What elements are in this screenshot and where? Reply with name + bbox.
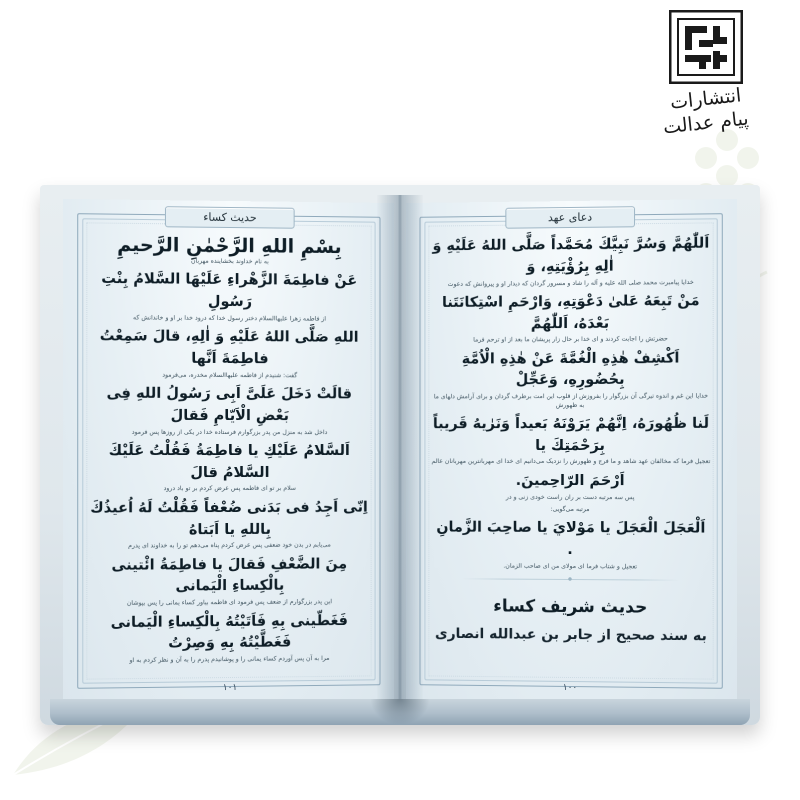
text-block (89, 441, 368, 494)
text-block (431, 471, 710, 503)
page-content-left (89, 233, 368, 668)
persian-translation: از فاطمه زهرا علیهاالسلام دختر رسول خدا که درود خدا بر او و خاندانش که (133, 314, 327, 323)
arabic-line: اِنّى اَجِدُ فى بَدَنى ضُعْفاً فَقُلْتُ لَهُ اُعيذُكَ بِاللهِ يا اَبَتاهُ (90, 499, 368, 538)
text-block (89, 269, 368, 324)
text-block (431, 233, 710, 289)
chant-line: اَلْعَجَلَ الْعَجَلَ يا مَوْلايَ يا صاحِبَ الزَّمانِ . (436, 519, 706, 559)
persian-translation: مرا به آن پس آوردم کساء یمانی را و پوشانیدم پدرم را به آن و نظر کردم به او (129, 654, 330, 665)
chant-block (431, 506, 710, 572)
text-block (89, 384, 368, 437)
arabic-line: مَنْ تَبِعَهُ عَلىٰ دَعْوَتِهِ، وَارْحَمِ اسْتِكانَتَنا بَعْدَهُ، اَللّٰهُمَّ (442, 292, 700, 332)
page-header-cartouche-right: دعای عهد (505, 206, 635, 229)
open-book (40, 185, 760, 725)
text-block (431, 348, 710, 410)
text-block (431, 291, 710, 346)
text-block (431, 414, 710, 467)
page-number-right: ۱۰۰ (562, 682, 578, 694)
arabic-line: لَنا ظُهُورَهُ، اِنَّهُمْ يَرَوْنَهُ بَعيداً وَنَرٰيهُ قَريباً بِرَحْمَتِكَ يا (432, 415, 710, 454)
text-block (89, 326, 368, 380)
arabic-line: عَنْ فاطِمَةَ الزَّهْراءِ عَلَيْهَا السَّلامُ بِنْتِ رَسُولِ (101, 271, 358, 311)
persian-translation: پس سه مرتبه دست بر ران راست خودی زنی و در (505, 493, 635, 501)
publisher-line1: انتشارات (669, 84, 743, 114)
persian-translation: گفت: شنیدم از فاطمه علیهاالسلام مخدره، می‌فرمود (162, 371, 298, 379)
persian-translation: حضرتش را اجابت کردند و ای خدا بر حال زار پریشان ما بعد از او ترحم فرما (473, 335, 668, 344)
persian-translation: سلام بر تو ای فاطمه پس عرض کردم بر تو باد درود (163, 485, 296, 493)
persian-translation: خدایا این غم و اندوه تیرگی آن بزرگوار را بفروزش از قلوب این امت برطرف گردان و برای آرامش دلهای ما به ظهورش (433, 392, 709, 409)
arabic-line: فَغَطّينى بِهِ فَاَتَيْتُهُ بِالْكِساءِ الْيَمانى فَغَطَّيْتُهُ بِهِ وَصِرْتُ (110, 612, 348, 652)
arabic-line: اَللّٰهُمَّ وَسُرَّ نَبِيَّكَ مُحَمَّداً صَلَّى اللهُ عَلَيْهِ وَ اٰلِهِ بِرُؤْيَتِهِ، وَ (432, 235, 710, 276)
page-content-right (431, 233, 710, 668)
publisher-line2: پیام عدالت (662, 107, 750, 139)
arabic-line: اَرْحَمَ الرّاحِمينَ. (515, 472, 625, 489)
persian-translation: داخل شد به منزل من پدر بزرگوارم فرستاده خدا در یکی از روزها پس فرمود (131, 428, 328, 436)
persian-translation: تعجیل فرما که مخالفان عهد شاهد و ما فرج و ظهورش را نزدیک می‌دانیم ای خدا ای مهربانترین مهربانان عالم (431, 458, 711, 466)
book-page-left (63, 199, 394, 703)
book-spine-shadow (370, 699, 430, 725)
bismillah-translation: به نام خداوند بخشاینده مهربان (191, 257, 269, 266)
arabic-line: اَكْشِفْ هٰذِهِ الْغُمَّةَ عَنْ هٰذِهِ الْاُمَّةِ بِحُضُورِهِ، وَعَجِّلْ (461, 350, 680, 389)
ornament-divider (462, 574, 680, 583)
arabic-line: مِنَ الضَّعْفِ فَقالَ يا فاطِمَةُ ائْتينى بِالْكِساءِ الْيَمانى (111, 556, 348, 595)
publisher-name (626, 84, 786, 139)
book-page-right (406, 199, 737, 703)
arabic-line: قالَتْ دَخَلَ عَلَىَّ اَبِى رَسُولُ اللهِ فِى بَعْضِ الْاَيّامِ فَقالَ (106, 385, 352, 424)
bismillah-line: بِسْمِ اللهِ الرَّحْمٰنِ الرَّحيمِ (117, 233, 342, 259)
section-subtitle: به سند صحیح از جابر بن عبدالله انصاری (434, 625, 707, 645)
text-block (89, 554, 368, 609)
persian-translation: این پدر بزرگوارم از ضعف پس فرمود ای فاطمه بیاور کساء یمانی را پس بپوشان (126, 598, 333, 607)
page-number-left: ۱۰۱ (222, 682, 238, 694)
persian-translation: خدایا پیامبرت محمد صلی الله علیه و آله را شاد و مسرور گردان که دیدار او و پیروانش که دعوت (447, 278, 694, 288)
section-title: حدیث شریف کساء (493, 596, 648, 618)
kufic-square-seal-icon (669, 10, 743, 84)
text-block (89, 497, 368, 551)
arabic-line: اَلسَّلامُ عَلَيْكِ يا فاطِمَةُ فَقُلْتُ عَلَيْكَ السَّلامُ قالَ (108, 442, 350, 481)
arabic-line: اللهِ صَلَّى اللهُ عَلَيْهِ وَ اٰلِهِ، قالَ سَمِعْتُ فاطِمَةَ اَنَّها (99, 328, 359, 368)
chant-translation: تعجیل و شتاب فرما ای مولای من ای صاحب الزمان. (503, 562, 638, 571)
text-block (89, 610, 368, 665)
persian-translation: می‌یابم در بدن خود ضعفی پس عرض کردم پناه می‌دهم تو را به خداوند ای پدرم (128, 541, 331, 550)
publisher-logo (626, 10, 786, 160)
chant-note: مرتبه می‌گویی: (550, 505, 590, 513)
page-header-cartouche-left: حدیث کساء (165, 206, 295, 229)
